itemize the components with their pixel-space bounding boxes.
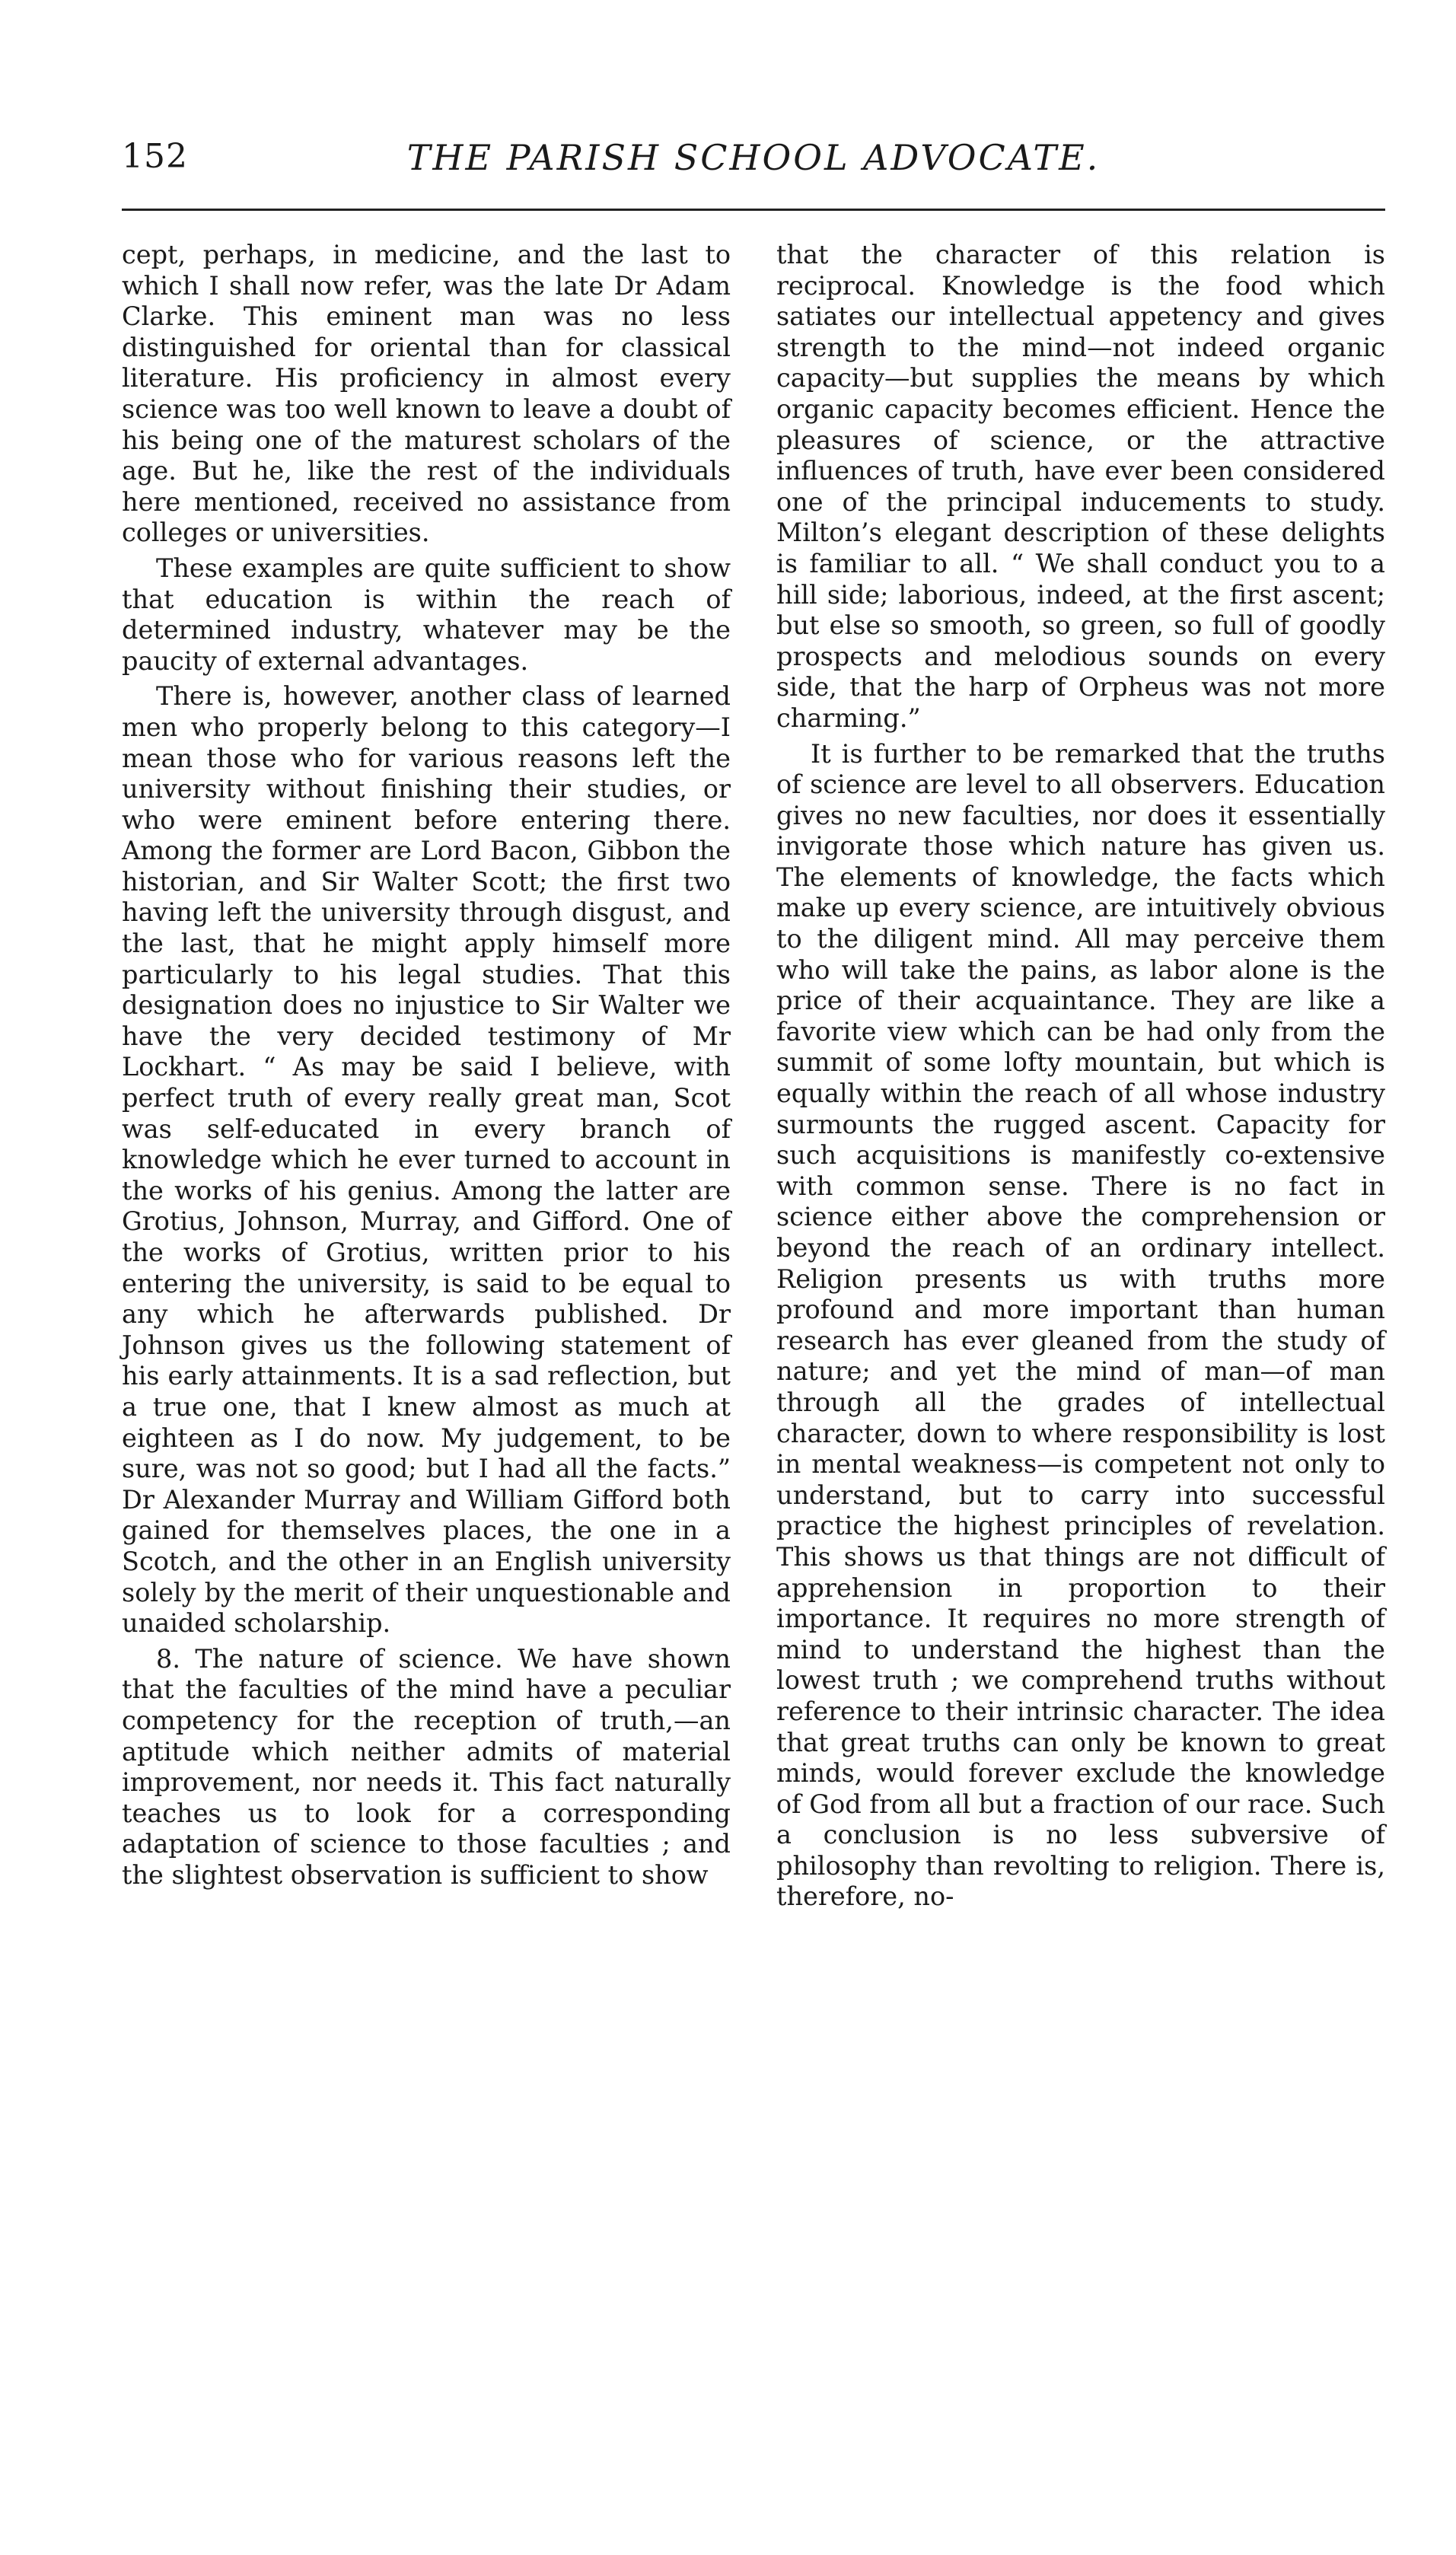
paragraph: that the character of this relation is reciprocal. Knowledge is the food which satiates our intellectual appetency and gives strength to the mind—not indeed organic capacity—but supplies the means by which organic capacity becomes efficient. Hence the pleasures of science, or the attractive influences of truth, have ever been considered one of the principal inducements to study. Milton’s elegant description of these delights is familiar to all. “ We shall conduct you to a hill side; laborious, indeed, at the first ascent; but else so smooth, so green, so full of goodly prospects and melodious sounds on every side, that the harp of Orpheus was not more charming.” — [776, 240, 1385, 733]
page — [122, 137, 1385, 1913]
paragraph: There is, however, another class of learned men who properly belong to this category—I mean those who for various reasons left the university without finishing their studies, or who were eminent before entering there. Among the former are Lord Bacon, Gibbon the historian, and Sir Walter Scott; the first two having left the university through disgust, and the last, that he might apply himself more particularly to his legal studies. That this designation does no injustice to Sir Walter we have the very decided testimony of Mr Lockhart. “ As may be said I believe, with perfect truth of every really great man, Scot was self-educated in every branch of knowledge which he ever turned to account in the works of his genius. Among the latter are Grotius, Johnson, Murray, and Gifford. One of the works of Grotius, written prior to his entering the university, is said to be equal to any which he afterwards published. Dr Johnson gives us the following statement of his early attainments. It is a sad reflection, but a true one, that I knew almost as much at eighteen as I do now. My judgement, to be sure, was not so good; but I had all the facts.” Dr Alexander Murray and William Gifford both gained for themselves places, the one in a Scotch, and the other in an English university solely by the merit of their unquestionable and unaided scholarship. — [122, 681, 731, 1639]
text-columns — [122, 240, 1385, 1913]
paragraph: It is further to be remarked that the truths of science are level to all observers. Education gives no new faculties, nor does it essentially invigorate those which nature has given us. The elements of knowledge, the facts which make up every science, are intuitively obvious to the diligent mind. All may perceive them who will take the pains, as labor alone is the price of their acquaintance. They are like a favorite view which can be had only from the summit of some lofty mountain, but which is equally within the reach of all whose industry surmounts the rugged ascent. Capacity for such acquisitions is manifestly co-extensive with common sense. There is no fact in science either above the comprehension or beyond the reach of an ordinary intellect. Religion presents us with truths more profound and more important than human research has ever gleaned from the study of nature; and yet the mind of man—of man through all the grades of intellectual character, down to where responsibility is lost in mental weakness—is competent not only to understand, but to carry into successful practice the highest principles of revelation. This shows us that things are not difficult of apprehension in proportion to their importance. It requires no more strength of mind to understand the highest than the lowest truth ; we comprehend truths without reference to their intrinsic character. The idea that great truths can only be known to great minds, would forever exclude the knowledge of God from all but a fraction of our race. Such a conclusion is no less subversive of philosophy than revolting to religion. There is, therefore, no- — [776, 738, 1385, 1912]
paragraph: cept, perhaps, in medicine, and the last to which I shall now refer, was the late Dr Adam Clarke. This eminent man was no less distinguished for oriental than for classical literature. His proficiency in almost every science was too well known to leave a doubt of his being one of the maturest scholars of the age. But he, like the rest of the individuals here mentioned, received no assistance from colleges or universities. — [122, 240, 731, 548]
right-column — [776, 240, 1385, 1913]
running-title: THE PARISH SCHOOL ADVOCATE. — [406, 137, 1101, 178]
left-column — [122, 240, 731, 1913]
paragraph: These examples are quite sufficient to show that education is within the reach of determined industry, whatever may be the paucity of external advantages. — [122, 553, 731, 676]
page-number: 152 — [122, 137, 188, 176]
page-header — [122, 137, 1385, 183]
header-rule — [122, 209, 1385, 211]
paragraph: 8. The nature of science. We have shown that the faculties of the mind have a peculiar competency for the reception of truth,—an aptitude which neither admits of material improvement, nor needs it. This fact naturally teaches us to look for a corresponding adaptation of science to those faculties ; and the slightest observation is sufficient to show — [122, 1643, 731, 1890]
